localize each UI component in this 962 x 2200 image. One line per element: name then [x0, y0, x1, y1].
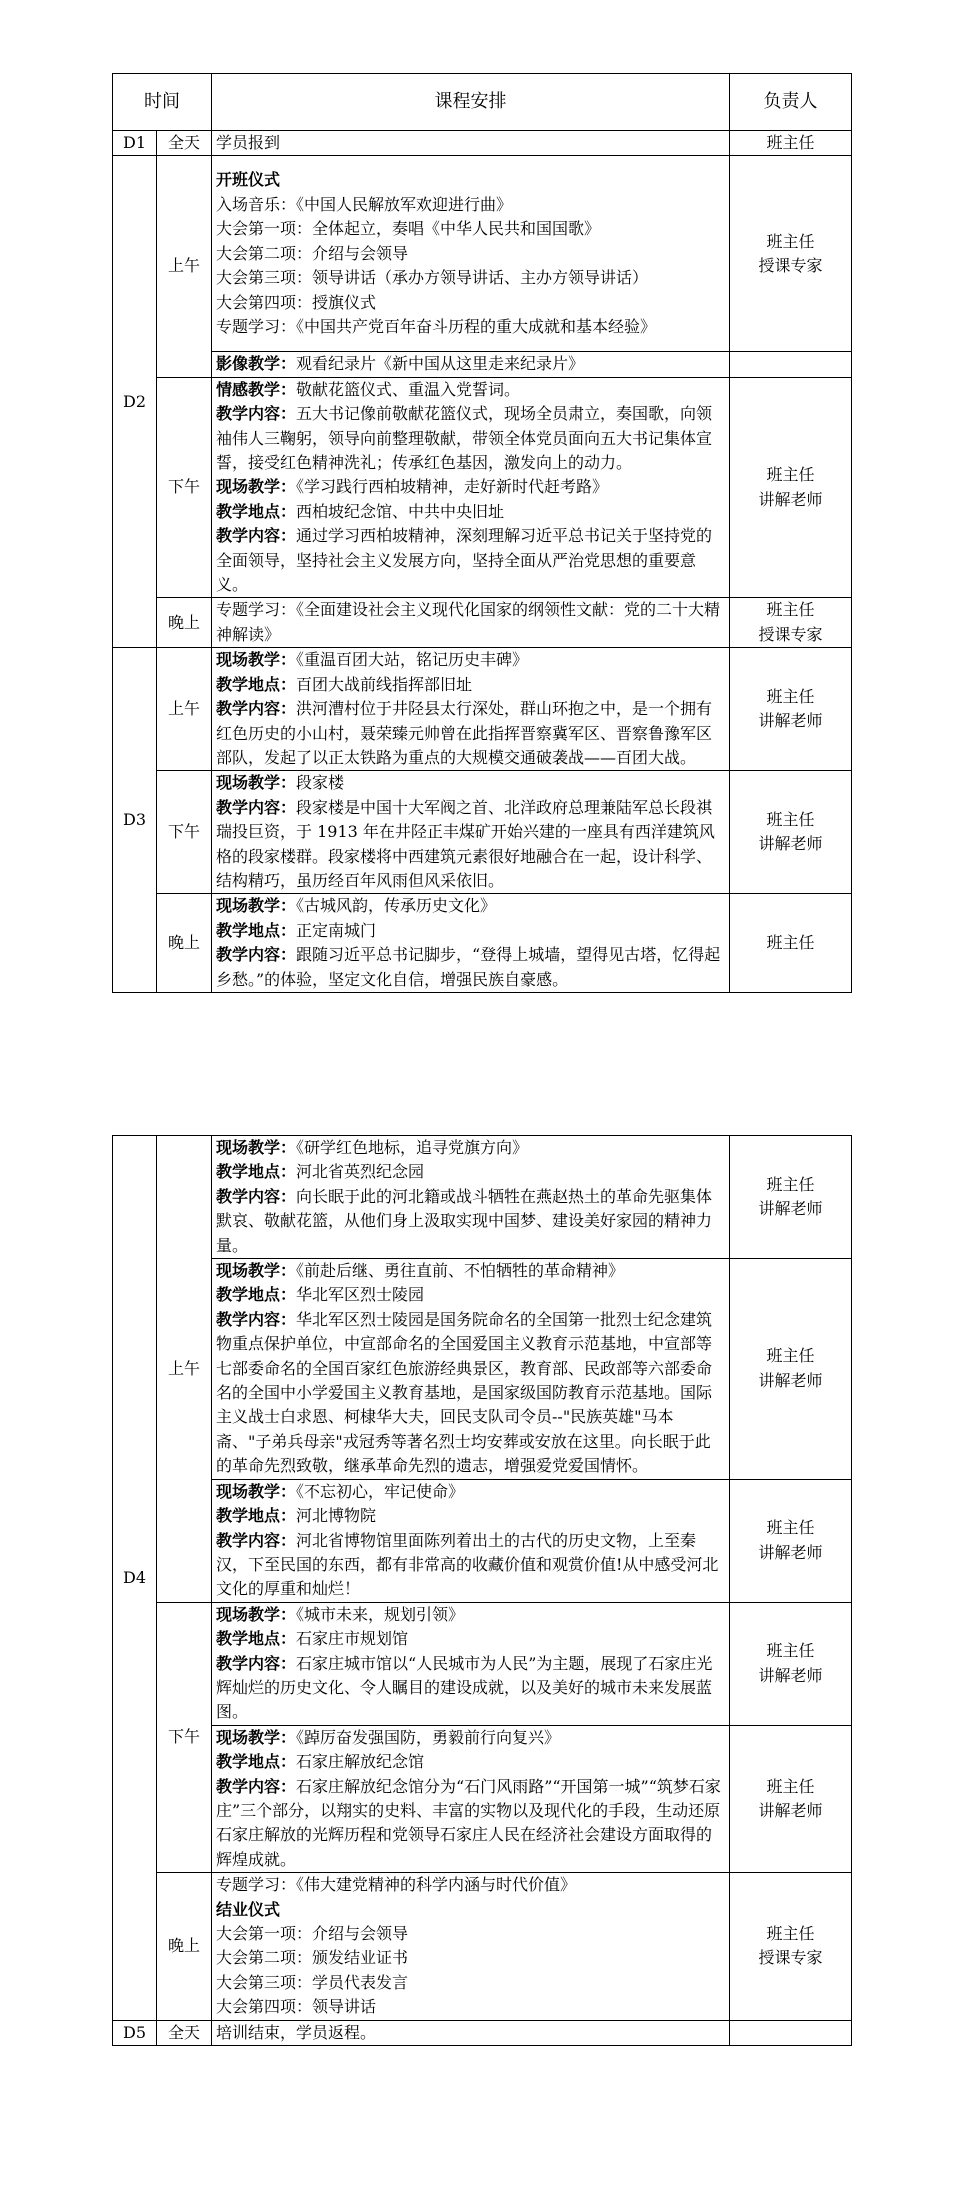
content-text: 《前赴后继、勇往直前、不怕牺牲的革命精神》 — [296, 1261, 625, 1281]
owner-name: 班主任 — [766, 1174, 815, 1194]
owner-cell — [730, 1602, 852, 1725]
content-line: 大会第四项：授旗仪式 — [216, 292, 377, 312]
content-line: 入场音乐：《中国人民解放军欢迎进行曲》 — [216, 194, 513, 214]
content-text: 通过学习西柏坡精神，深刻理解习近平总书记关于坚持党的全面领导，坚持社会主义发展方向，坚持全面从严治党思想的重要意义。 — [216, 526, 713, 595]
content-line: 大会第四项：领导讲话 — [216, 1997, 377, 2017]
content-text: 华北军区烈士陵园 — [296, 1285, 425, 1305]
content-text: 《研学红色地标，追寻党旗方向》 — [296, 1138, 529, 1157]
owner-cell — [730, 352, 852, 377]
content-text: 正定南城门 — [296, 920, 377, 940]
table-row — [113, 1479, 852, 1602]
content-label: 教学地点： — [216, 920, 297, 940]
content-line: 大会第二项：介绍与会领导 — [216, 243, 409, 263]
table-row — [113, 377, 852, 598]
content-text: 《重温百团大站，铭记历史丰碑》 — [296, 650, 529, 670]
content-text: 石家庄城市馆以“人民城市为人民”为主题，展现了石家庄光辉灿烂的历史文化、令人瞩目的建设成就，以及美好的城市未来发展蓝图。 — [216, 1653, 713, 1722]
period-cell: 下午 — [157, 377, 212, 598]
period-cell: 上午 — [157, 156, 212, 377]
content-label: 现场教学： — [216, 773, 297, 793]
content-cell: 学员报到 — [212, 131, 730, 156]
content-text: 段家楼是中国十大军阀之首、北洋政府总理兼陆军总长段祺瑞投巨资，于 1913 年在井陉正丰煤矿开始兴建的一座具有西洋建筑风格的段家楼群。段家楼将中西建筑元素很好地融合在一起，设计科学、结构精巧，虽历经百年风雨但风采依旧。 — [216, 797, 715, 890]
content-text: 西柏坡纪念馆、中共中央旧址 — [296, 501, 505, 521]
content-text: 五大书记像前敬献花篮仪式，现场全员肃立，奏国歌，向领袖伟人三鞠躬，领导向前整理敬献，带领全体党员面向五大书记集体宣誓，接受红色精神洗礼；传承红色基因，激发向上的动力。 — [216, 404, 713, 473]
owner-name: 授课专家 — [758, 1948, 823, 1968]
content-line: 大会第三项：学员代表发言 — [216, 1972, 409, 1992]
owner-name: 讲解老师 — [758, 834, 823, 854]
content-cell — [212, 352, 730, 377]
header-row — [113, 74, 852, 131]
content-text: 河北省英烈纪念园 — [296, 1162, 425, 1182]
content-label: 教学地点： — [216, 1506, 297, 1526]
content-label: 现场教学： — [216, 1727, 297, 1747]
content-cell — [212, 894, 730, 993]
content-label: 情感教学： — [216, 379, 297, 399]
content-label: 现场教学： — [216, 896, 297, 916]
owner-name: 讲解老师 — [758, 711, 823, 731]
content-text: 段家楼 — [296, 773, 345, 793]
content-cell — [212, 1602, 730, 1725]
content-cell: 培训结束，学员返程。 — [212, 2020, 730, 2045]
owner-cell — [730, 2020, 852, 2045]
owner-cell: 班主任 — [730, 894, 852, 993]
content-label: 教学地点： — [216, 1162, 297, 1182]
owner-name: 班主任 — [766, 1776, 815, 1796]
table-row — [113, 598, 852, 648]
owner-name: 授课专家 — [758, 255, 823, 275]
content-text: 《踔厉奋发强国防，勇毅前行向复兴》 — [296, 1727, 561, 1747]
schedule-table-part1 — [112, 73, 852, 993]
content-line: 大会第三项：领导讲话（承办方领导讲话、主办方领导讲话） — [216, 268, 649, 288]
content-text: 《城市未来，规划引领》 — [296, 1604, 465, 1624]
day-cell: D3 — [113, 648, 157, 993]
content-cell — [212, 1479, 730, 1602]
content-cell — [212, 1136, 730, 1259]
content-text: 观看纪录片《新中国从这里走来纪录片》 — [296, 354, 585, 374]
content-cell — [212, 1725, 730, 1872]
period-cell: 晚上 — [157, 1873, 212, 2020]
owner-cell — [730, 1136, 852, 1259]
owner-name: 讲解老师 — [758, 1199, 823, 1219]
content-label: 教学地点： — [216, 1629, 297, 1649]
owner-cell — [730, 1873, 852, 2020]
owner-name: 讲解老师 — [758, 489, 823, 509]
day-cell: D5 — [113, 2020, 157, 2045]
content-label: 教学内容： — [216, 1776, 297, 1796]
period-cell: 下午 — [157, 771, 212, 894]
content-text: 跟随习近平总书记脚步，“登得上城墙，望得见古塔，忆得起乡愁。”的体验，坚定文化自信，增强民族自豪感。 — [216, 945, 721, 989]
content-label: 现场教学： — [216, 1604, 297, 1624]
period-cell: 上午 — [157, 648, 212, 771]
period-cell: 下午 — [157, 1602, 212, 1872]
content-cell — [212, 1873, 730, 2020]
content-cell — [212, 648, 730, 771]
owner-name: 班主任 — [766, 1924, 815, 1943]
owner-name: 讲解老师 — [758, 1800, 823, 1820]
day-cell: D2 — [113, 156, 157, 648]
content-line: 大会第二项：颁发结业证书 — [216, 1948, 409, 1968]
content-label: 教学内容： — [216, 404, 297, 424]
owner-name: 班主任 — [766, 1518, 815, 1538]
owner-name: 班主任 — [766, 465, 815, 485]
content-label: 教学内容： — [216, 699, 297, 719]
content-cell — [212, 156, 730, 352]
owner-name: 班主任 — [766, 1346, 815, 1366]
content-line: 专题学习：《伟大建党精神的科学内涵与时代价值》 — [216, 1875, 577, 1895]
owner-cell — [730, 648, 852, 771]
header-schedule: 课程安排 — [212, 74, 730, 131]
content-text: 石家庄市规划馆 — [296, 1629, 409, 1649]
owner-cell — [730, 598, 852, 648]
period-cell: 晚上 — [157, 598, 212, 648]
content-label: 教学地点： — [216, 674, 297, 694]
content-text: 河北省博物馆里面陈列着出土的古代的历史文物，上至秦汉，下至民国的东西，都有非常高的收藏价值和观赏价值!从中感受河北文化的厚重和灿烂！ — [216, 1530, 719, 1599]
content-label: 教学地点： — [216, 1285, 297, 1305]
content-label: 教学内容： — [216, 1309, 297, 1329]
table-row — [113, 771, 852, 894]
table-row — [113, 1136, 852, 1259]
owner-name: 授课专家 — [758, 624, 823, 644]
table-row — [113, 156, 852, 352]
content-text: 百团大战前线指挥部旧址 — [296, 674, 473, 694]
content-label: 教学内容： — [216, 1530, 297, 1550]
content-label: 现场教学： — [216, 477, 297, 497]
table-row — [113, 648, 852, 771]
period-cell: 晚上 — [157, 894, 212, 993]
owner-name: 讲解老师 — [758, 1665, 823, 1685]
content-label: 教学内容： — [216, 1653, 297, 1673]
content-text: 《不忘初心，牢记使命》 — [296, 1481, 465, 1501]
period-cell: 上午 — [157, 1136, 212, 1603]
owner-cell — [730, 1725, 852, 1872]
owner-name: 班主任 — [766, 600, 815, 620]
content-cell — [212, 771, 730, 894]
owner-name: 班主任 — [766, 1641, 815, 1661]
owner-name: 讲解老师 — [758, 1542, 823, 1562]
header-time: 时间 — [113, 74, 212, 131]
table-row — [113, 894, 852, 993]
content-text: 《古城风韵，传承历史文化》 — [296, 896, 497, 916]
content-line: 大会第一项：介绍与会领导 — [216, 1924, 409, 1943]
table-row — [113, 352, 852, 377]
content-line: 大会第一项：全体起立，奏唱《中华人民共和国国歌》 — [216, 219, 601, 239]
content-cell — [212, 377, 730, 598]
table-row — [113, 131, 852, 156]
content-text: 华北军区烈士陵园是国务院命名的全国第一批烈士纪念建筑物重点保护单位，中宣部命名的全国爱国主义教育示范基地，中宣部等七部委命名的全国百家红色旅游经典景区，教育部、民政部等六部委命名的全国中小学爱国主义教育基地，是国家级国防教育示范基地。国际主义战士白求恩、柯棣华大夫，回民支队司令员--"民族英雄"马本斋、"子弟兵母亲"戎冠秀等著名烈士均安葬或安放在这里。向长眠于此的革命先烈致敬，继承革命先烈的遗志，增强爱党爱国情怀。 — [216, 1309, 713, 1476]
table-row — [113, 2020, 852, 2045]
header-owner: 负责人 — [730, 74, 852, 131]
owner-cell: 班主任 — [730, 131, 852, 156]
table-row — [113, 1259, 852, 1480]
content-label: 教学内容： — [216, 526, 297, 546]
content-label: 教学地点： — [216, 501, 297, 521]
content-label: 教学内容： — [216, 945, 297, 965]
content-label: 教学内容： — [216, 1186, 297, 1206]
owner-name: 讲解老师 — [758, 1370, 823, 1390]
content-text: 敬献花篮仪式、重温入党誓词。 — [296, 379, 521, 399]
content-text: 向长眠于此的河北籍或战斗牺牲在燕赵热土的革命先驱集体默哀、敬献花篮，从他们身上汲取实现中国梦、建设美好家园的精神力量。 — [216, 1186, 713, 1255]
owner-cell — [730, 156, 852, 352]
day-cell: D1 — [113, 131, 157, 156]
content-label: 现场教学： — [216, 1261, 297, 1281]
content-text: 洪河漕村位于井陉县太行深处，群山环抱之中，是一个拥有红色历史的小山村，聂荣臻元帅曾在此指挥晋察冀军区、晋察鲁豫军区部队，发起了以正太铁路为重点的大规模交通破袭战——百团大战。 — [216, 699, 713, 767]
content-cell — [212, 1259, 730, 1480]
content-text: 《学习践行西柏坡精神，走好新时代赶考路》 — [296, 477, 609, 497]
content-text: 石家庄解放纪念馆分为“石门风雨路”“开国第一城”“筑梦石家庄”三个部分，以翔实的史料、丰富的实物以及现代化的手段，生动还原石家庄解放的光辉历程和党领导石家庄人民在经济社会建设方面取得的辉煌成就。 — [216, 1776, 721, 1869]
period-cell: 全天 — [157, 131, 212, 156]
owner-cell — [730, 771, 852, 894]
content-label: 现场教学： — [216, 650, 297, 670]
content-text: 河北博物院 — [296, 1506, 377, 1526]
owner-name: 班主任 — [766, 809, 815, 829]
owner-cell — [730, 1259, 852, 1480]
content-label: 教学地点： — [216, 1752, 297, 1772]
ceremony-title: 开班仪式 — [216, 170, 281, 190]
day-cell: D4 — [113, 1136, 157, 2021]
owner-name: 班主任 — [766, 231, 815, 251]
owner-name: 班主任 — [766, 686, 815, 706]
schedule-table-part2 — [112, 1135, 852, 2046]
content-cell: 专题学习：《全面建设社会主义现代化国家的纲领性文献：党的二十大精神解读》 — [212, 598, 730, 648]
table-row — [113, 1873, 852, 2020]
content-label: 影像教学： — [216, 354, 297, 374]
closing-ceremony-title: 结业仪式 — [216, 1899, 281, 1919]
owner-cell — [730, 377, 852, 598]
content-label: 现场教学： — [216, 1481, 297, 1501]
table-row — [113, 1725, 852, 1872]
content-line: 专题学习：《中国共产党百年奋斗历程的重大成就和基本经验》 — [216, 316, 657, 336]
content-label: 教学内容： — [216, 797, 297, 817]
period-cell: 全天 — [157, 2020, 212, 2045]
owner-cell — [730, 1479, 852, 1602]
table-row — [113, 1602, 852, 1725]
content-text: 石家庄解放纪念馆 — [296, 1752, 425, 1772]
content-label: 现场教学： — [216, 1138, 297, 1157]
